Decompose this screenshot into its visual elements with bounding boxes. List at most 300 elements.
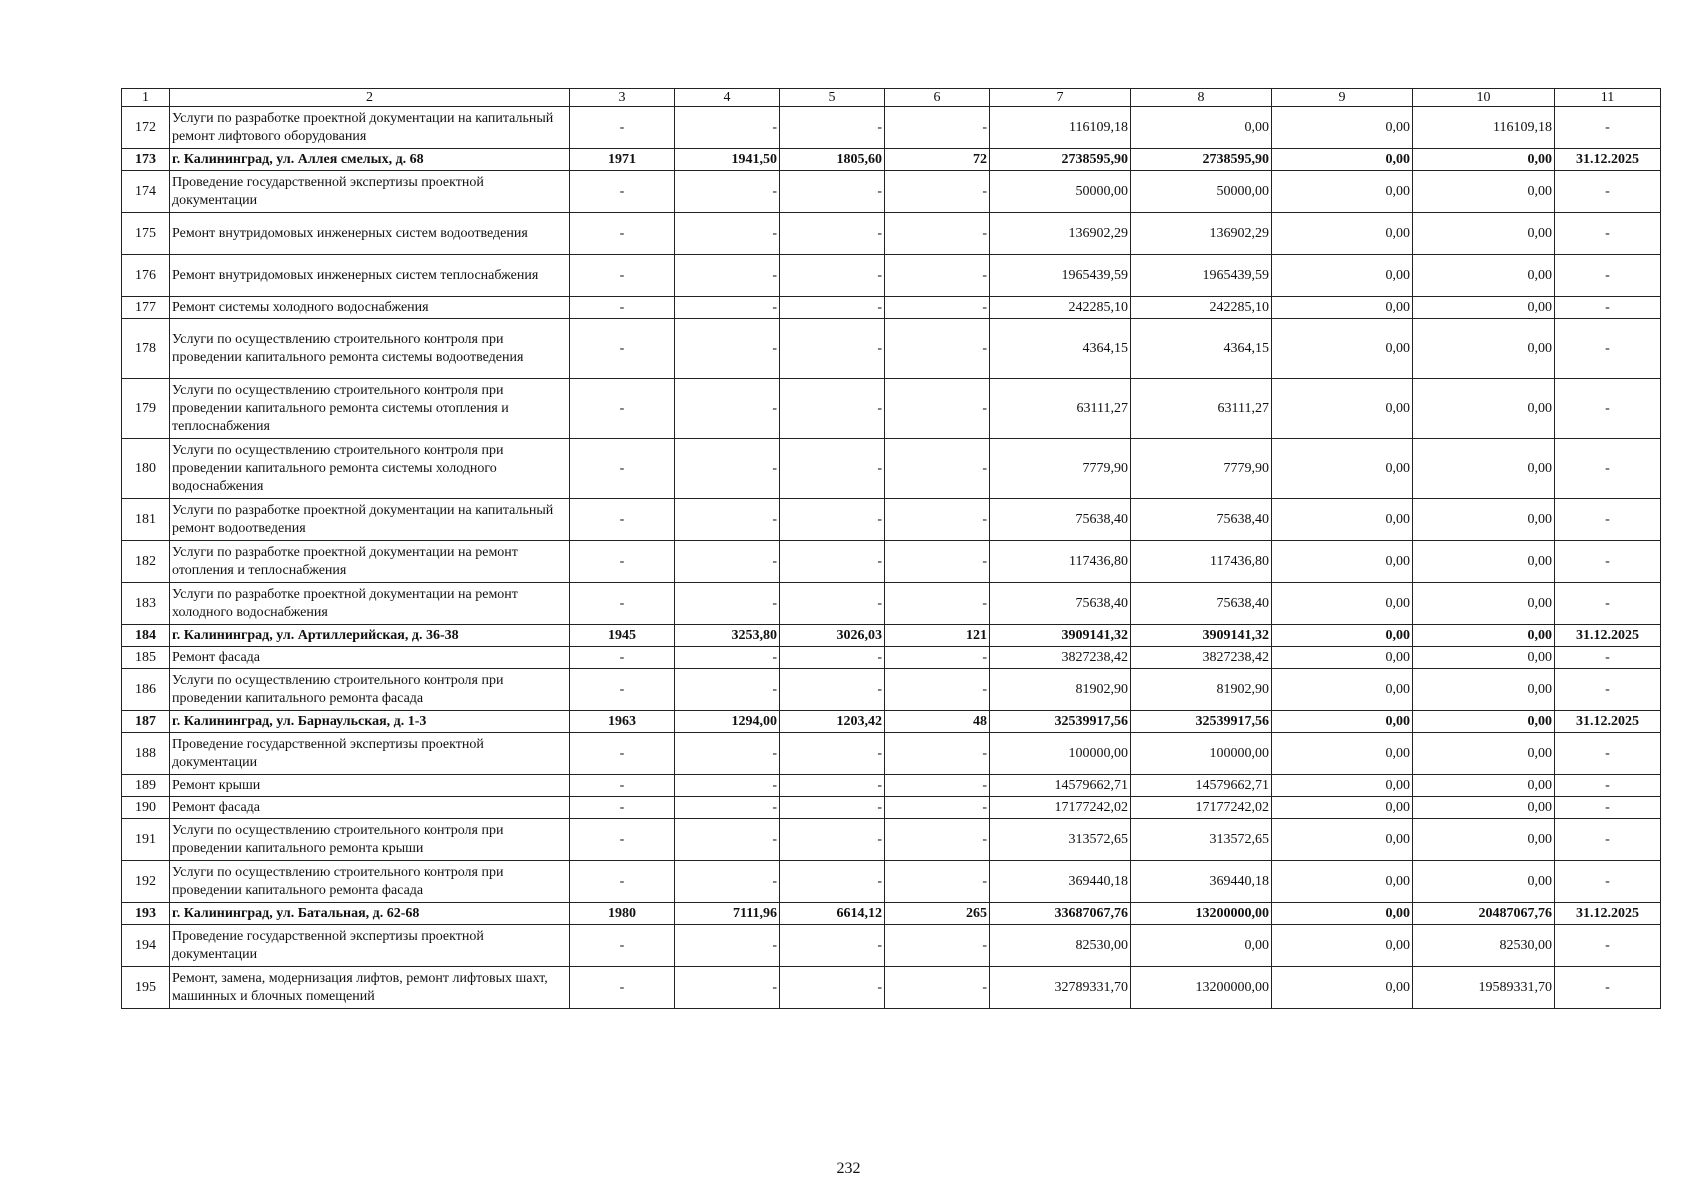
total-cost-cell: 2738595,90 (990, 149, 1131, 171)
work-item-row (122, 171, 1661, 213)
owners-cost-cell: 116109,18 (1413, 107, 1555, 149)
row-number-cell: 180 (122, 439, 170, 499)
owners-cost-cell: 0,00 (1413, 541, 1555, 583)
area-total-cell: - (675, 861, 780, 903)
work-item-row (122, 379, 1661, 439)
header-cell: 3 (570, 89, 675, 107)
row-number-cell: 194 (122, 925, 170, 967)
area-living-cell: - (780, 297, 885, 319)
total-cost-cell: 7779,90 (990, 439, 1131, 499)
subsidy-cost-cell: 0,00 (1272, 149, 1413, 171)
row-number-cell: 195 (122, 967, 170, 1009)
area-total-cell: - (675, 583, 780, 625)
total-cost-cell: 63111,27 (990, 379, 1131, 439)
subsidy-cost-cell: 0,00 (1272, 669, 1413, 711)
row-number-cell: 188 (122, 733, 170, 775)
item-name-cell: Проведение государственной экспертизы проектной документации (170, 733, 570, 775)
address-row (122, 149, 1661, 171)
row-number-cell: 172 (122, 107, 170, 149)
row-number-cell: 187 (122, 711, 170, 733)
header-cell: 9 (1272, 89, 1413, 107)
header-cell: 7 (990, 89, 1131, 107)
year-cell: - (570, 797, 675, 819)
work-item-row (122, 213, 1661, 255)
fund-cost-cell: 14579662,71 (1131, 775, 1272, 797)
program-table (121, 88, 1661, 1009)
work-item-row (122, 819, 1661, 861)
work-item-row (122, 541, 1661, 583)
deadline-cell: - (1555, 319, 1661, 379)
owners-cost-cell: 0,00 (1413, 255, 1555, 297)
total-cost-cell: 14579662,71 (990, 775, 1131, 797)
area-total-cell: - (675, 255, 780, 297)
year-cell: - (570, 439, 675, 499)
item-name-cell: Ремонт внутридомовых инженерных систем водоотведения (170, 213, 570, 255)
area-living-cell: - (780, 255, 885, 297)
subsidy-cost-cell: 0,00 (1272, 439, 1413, 499)
area-living-cell: - (780, 925, 885, 967)
area-living-cell: - (780, 775, 885, 797)
residents-cell: - (885, 541, 990, 583)
work-item-row (122, 499, 1661, 541)
area-living-cell: - (780, 379, 885, 439)
deadline-cell: - (1555, 775, 1661, 797)
item-name-cell: Проведение государственной экспертизы проектной документации (170, 925, 570, 967)
total-cost-cell: 4364,15 (990, 319, 1131, 379)
area-living-cell: - (780, 967, 885, 1009)
total-cost-cell: 100000,00 (990, 733, 1131, 775)
work-item-row (122, 775, 1661, 797)
year-cell: - (570, 819, 675, 861)
item-name-cell: г. Калининград, ул. Батальная, д. 62-68 (170, 903, 570, 925)
subsidy-cost-cell: 0,00 (1272, 711, 1413, 733)
owners-cost-cell: 0,00 (1413, 583, 1555, 625)
header-cell: 11 (1555, 89, 1661, 107)
row-number-cell: 182 (122, 541, 170, 583)
deadline-cell: - (1555, 255, 1661, 297)
header-cell: 6 (885, 89, 990, 107)
year-cell: - (570, 733, 675, 775)
fund-cost-cell: 369440,18 (1131, 861, 1272, 903)
total-cost-cell: 50000,00 (990, 171, 1131, 213)
deadline-cell: - (1555, 647, 1661, 669)
fund-cost-cell: 13200000,00 (1131, 903, 1272, 925)
total-cost-cell: 17177242,02 (990, 797, 1131, 819)
residents-cell: - (885, 669, 990, 711)
owners-cost-cell: 0,00 (1413, 819, 1555, 861)
row-number-cell: 189 (122, 775, 170, 797)
area-total-cell: - (675, 107, 780, 149)
residents-cell: - (885, 439, 990, 499)
total-cost-cell: 3827238,42 (990, 647, 1131, 669)
residents-cell: - (885, 819, 990, 861)
residents-cell: - (885, 967, 990, 1009)
row-number-cell: 174 (122, 171, 170, 213)
residents-cell: - (885, 319, 990, 379)
subsidy-cost-cell: 0,00 (1272, 733, 1413, 775)
work-item-row (122, 797, 1661, 819)
owners-cost-cell: 0,00 (1413, 647, 1555, 669)
header-cell: 1 (122, 89, 170, 107)
year-cell: 1945 (570, 625, 675, 647)
owners-cost-cell: 0,00 (1413, 625, 1555, 647)
deadline-cell: - (1555, 541, 1661, 583)
row-number-cell: 184 (122, 625, 170, 647)
year-cell: 1971 (570, 149, 675, 171)
owners-cost-cell: 0,00 (1413, 669, 1555, 711)
total-cost-cell: 313572,65 (990, 819, 1131, 861)
area-living-cell: - (780, 861, 885, 903)
area-total-cell: - (675, 379, 780, 439)
header-cell: 5 (780, 89, 885, 107)
work-item-row (122, 647, 1661, 669)
residents-cell: - (885, 379, 990, 439)
area-total-cell: - (675, 319, 780, 379)
fund-cost-cell: 7779,90 (1131, 439, 1272, 499)
area-living-cell: - (780, 797, 885, 819)
year-cell: - (570, 171, 675, 213)
area-total-cell: - (675, 541, 780, 583)
area-total-cell: - (675, 775, 780, 797)
residents-cell: - (885, 647, 990, 669)
total-cost-cell: 32789331,70 (990, 967, 1131, 1009)
header-cell: 4 (675, 89, 780, 107)
row-number-cell: 192 (122, 861, 170, 903)
area-living-cell: - (780, 647, 885, 669)
area-total-cell: - (675, 967, 780, 1009)
year-cell: - (570, 255, 675, 297)
row-number-cell: 191 (122, 819, 170, 861)
owners-cost-cell: 0,00 (1413, 379, 1555, 439)
total-cost-cell: 75638,40 (990, 583, 1131, 625)
row-number-cell: 181 (122, 499, 170, 541)
fund-cost-cell: 4364,15 (1131, 319, 1272, 379)
fund-cost-cell: 13200000,00 (1131, 967, 1272, 1009)
deadline-cell: - (1555, 797, 1661, 819)
residents-cell: - (885, 255, 990, 297)
item-name-cell: Ремонт фасада (170, 797, 570, 819)
owners-cost-cell: 0,00 (1413, 711, 1555, 733)
owners-cost-cell: 82530,00 (1413, 925, 1555, 967)
row-number-cell: 173 (122, 149, 170, 171)
area-living-cell: - (780, 107, 885, 149)
area-living-cell: - (780, 499, 885, 541)
work-item-row (122, 319, 1661, 379)
area-living-cell: - (780, 541, 885, 583)
deadline-cell: - (1555, 583, 1661, 625)
area-living-cell: - (780, 213, 885, 255)
area-living-cell: - (780, 669, 885, 711)
area-total-cell: - (675, 647, 780, 669)
year-cell: 1980 (570, 903, 675, 925)
subsidy-cost-cell: 0,00 (1272, 925, 1413, 967)
fund-cost-cell: 63111,27 (1131, 379, 1272, 439)
fund-cost-cell: 242285,10 (1131, 297, 1272, 319)
row-number-cell: 185 (122, 647, 170, 669)
residents-cell: - (885, 925, 990, 967)
item-name-cell: Ремонт системы холодного водоснабжения (170, 297, 570, 319)
fund-cost-cell: 2738595,90 (1131, 149, 1272, 171)
owners-cost-cell: 0,00 (1413, 439, 1555, 499)
year-cell: - (570, 213, 675, 255)
total-cost-cell: 82530,00 (990, 925, 1131, 967)
item-name-cell: Услуги по разработке проектной документации на капитальный ремонт водоотведения (170, 499, 570, 541)
residents-cell: - (885, 733, 990, 775)
deadline-cell: - (1555, 213, 1661, 255)
deadline-cell: - (1555, 861, 1661, 903)
total-cost-cell: 33687067,76 (990, 903, 1131, 925)
year-cell: 1963 (570, 711, 675, 733)
residents-cell: 265 (885, 903, 990, 925)
work-item-row (122, 669, 1661, 711)
fund-cost-cell: 136902,29 (1131, 213, 1272, 255)
residents-cell: - (885, 107, 990, 149)
deadline-cell: - (1555, 925, 1661, 967)
address-row (122, 903, 1661, 925)
area-living-cell: 1805,60 (780, 149, 885, 171)
work-item-row (122, 967, 1661, 1009)
fund-cost-cell: 81902,90 (1131, 669, 1272, 711)
address-row (122, 711, 1661, 733)
total-cost-cell: 1965439,59 (990, 255, 1131, 297)
owners-cost-cell: 0,00 (1413, 797, 1555, 819)
area-living-cell: 1203,42 (780, 711, 885, 733)
item-name-cell: Услуги по осуществлению строительного контроля при проведении капитального ремонта системы холодного водоснабжения (170, 439, 570, 499)
item-name-cell: Услуги по осуществлению строительного контроля при проведении капитального ремонта фасада (170, 669, 570, 711)
item-name-cell: Ремонт, замена, модернизация лифтов, ремонт лифтовых шахт, машинных и блочных помещений (170, 967, 570, 1009)
owners-cost-cell: 19589331,70 (1413, 967, 1555, 1009)
fund-cost-cell: 75638,40 (1131, 499, 1272, 541)
area-total-cell: - (675, 297, 780, 319)
deadline-cell: - (1555, 439, 1661, 499)
year-cell: - (570, 107, 675, 149)
subsidy-cost-cell: 0,00 (1272, 107, 1413, 149)
deadline-cell: - (1555, 379, 1661, 439)
subsidy-cost-cell: 0,00 (1272, 499, 1413, 541)
work-item-row (122, 733, 1661, 775)
owners-cost-cell: 0,00 (1413, 213, 1555, 255)
area-living-cell: - (780, 319, 885, 379)
deadline-cell: - (1555, 499, 1661, 541)
subsidy-cost-cell: 0,00 (1272, 797, 1413, 819)
subsidy-cost-cell: 0,00 (1272, 647, 1413, 669)
deadline-cell: - (1555, 107, 1661, 149)
area-total-cell: - (675, 499, 780, 541)
subsidy-cost-cell: 0,00 (1272, 297, 1413, 319)
deadline-cell: 31.12.2025 (1555, 903, 1661, 925)
work-item-row (122, 107, 1661, 149)
fund-cost-cell: 3827238,42 (1131, 647, 1272, 669)
work-item-row (122, 861, 1661, 903)
deadline-cell: - (1555, 967, 1661, 1009)
fund-cost-cell: 100000,00 (1131, 733, 1272, 775)
row-number-cell: 176 (122, 255, 170, 297)
residents-cell: - (885, 583, 990, 625)
item-name-cell: Ремонт крыши (170, 775, 570, 797)
year-cell: - (570, 297, 675, 319)
area-living-cell: - (780, 583, 885, 625)
residents-cell: - (885, 775, 990, 797)
deadline-cell: - (1555, 171, 1661, 213)
year-cell: - (570, 583, 675, 625)
residents-cell: - (885, 861, 990, 903)
year-cell: - (570, 669, 675, 711)
total-cost-cell: 32539917,56 (990, 711, 1131, 733)
deadline-cell: - (1555, 819, 1661, 861)
fund-cost-cell: 3909141,32 (1131, 625, 1272, 647)
page-number: 232 (836, 1160, 861, 1177)
total-cost-cell: 116109,18 (990, 107, 1131, 149)
fund-cost-cell: 117436,80 (1131, 541, 1272, 583)
header-cell: 2 (170, 89, 570, 107)
subsidy-cost-cell: 0,00 (1272, 379, 1413, 439)
area-total-cell: - (675, 439, 780, 499)
subsidy-cost-cell: 0,00 (1272, 861, 1413, 903)
area-living-cell: - (780, 819, 885, 861)
area-total-cell: 1294,00 (675, 711, 780, 733)
year-cell: - (570, 319, 675, 379)
residents-cell: 72 (885, 149, 990, 171)
fund-cost-cell: 0,00 (1131, 107, 1272, 149)
item-name-cell: Услуги по осуществлению строительного контроля при проведении капитального ремонта системы отопления и теплоснабжения (170, 379, 570, 439)
deadline-cell: - (1555, 733, 1661, 775)
item-name-cell: Проведение государственной экспертизы проектной документации (170, 171, 570, 213)
item-name-cell: Услуги по разработке проектной документации на ремонт отопления и теплоснабжения (170, 541, 570, 583)
fund-cost-cell: 32539917,56 (1131, 711, 1272, 733)
residents-cell: - (885, 171, 990, 213)
year-cell: - (570, 925, 675, 967)
area-total-cell: - (675, 213, 780, 255)
year-cell: - (570, 647, 675, 669)
row-number-cell: 190 (122, 797, 170, 819)
area-total-cell: - (675, 925, 780, 967)
area-total-cell: - (675, 669, 780, 711)
area-living-cell: - (780, 733, 885, 775)
subsidy-cost-cell: 0,00 (1272, 583, 1413, 625)
area-living-cell: 6614,12 (780, 903, 885, 925)
work-item-row (122, 583, 1661, 625)
year-cell: - (570, 379, 675, 439)
item-name-cell: г. Калининград, ул. Артиллерийская, д. 36-38 (170, 625, 570, 647)
header-cell: 10 (1413, 89, 1555, 107)
area-total-cell: - (675, 797, 780, 819)
work-item-row (122, 255, 1661, 297)
work-item-row (122, 297, 1661, 319)
fund-cost-cell: 0,00 (1131, 925, 1272, 967)
owners-cost-cell: 0,00 (1413, 171, 1555, 213)
subsidy-cost-cell: 0,00 (1272, 255, 1413, 297)
subsidy-cost-cell: 0,00 (1272, 819, 1413, 861)
row-number-cell: 178 (122, 319, 170, 379)
header-cell: 8 (1131, 89, 1272, 107)
item-name-cell: г. Калининград, ул. Барнаульская, д. 1-3 (170, 711, 570, 733)
total-cost-cell: 75638,40 (990, 499, 1131, 541)
fund-cost-cell: 75638,40 (1131, 583, 1272, 625)
owners-cost-cell: 0,00 (1413, 775, 1555, 797)
area-living-cell: - (780, 439, 885, 499)
area-total-cell: 3253,80 (675, 625, 780, 647)
column-number-header-row (122, 89, 1661, 107)
subsidy-cost-cell: 0,00 (1272, 967, 1413, 1009)
fund-cost-cell: 1965439,59 (1131, 255, 1272, 297)
year-cell: - (570, 775, 675, 797)
area-total-cell: - (675, 733, 780, 775)
item-name-cell: г. Калининград, ул. Аллея смелых, д. 68 (170, 149, 570, 171)
subsidy-cost-cell: 0,00 (1272, 213, 1413, 255)
total-cost-cell: 369440,18 (990, 861, 1131, 903)
year-cell: - (570, 541, 675, 583)
subsidy-cost-cell: 0,00 (1272, 903, 1413, 925)
area-living-cell: - (780, 171, 885, 213)
subsidy-cost-cell: 0,00 (1272, 541, 1413, 583)
owners-cost-cell: 0,00 (1413, 297, 1555, 319)
work-item-row (122, 439, 1661, 499)
year-cell: - (570, 499, 675, 541)
deadline-cell: 31.12.2025 (1555, 149, 1661, 171)
item-name-cell: Услуги по осуществлению строительного контроля при проведении капитального ремонта крыши (170, 819, 570, 861)
fund-cost-cell: 313572,65 (1131, 819, 1272, 861)
fund-cost-cell: 17177242,02 (1131, 797, 1272, 819)
year-cell: - (570, 967, 675, 1009)
residents-cell: - (885, 213, 990, 255)
residents-cell: - (885, 797, 990, 819)
residents-cell: - (885, 499, 990, 541)
total-cost-cell: 136902,29 (990, 213, 1131, 255)
area-total-cell: - (675, 171, 780, 213)
row-number-cell: 183 (122, 583, 170, 625)
deadline-cell: - (1555, 669, 1661, 711)
owners-cost-cell: 0,00 (1413, 149, 1555, 171)
item-name-cell: Услуги по разработке проектной документации на капитальный ремонт лифтового оборудования (170, 107, 570, 149)
deadline-cell: 31.12.2025 (1555, 711, 1661, 733)
subsidy-cost-cell: 0,00 (1272, 625, 1413, 647)
owners-cost-cell: 0,00 (1413, 499, 1555, 541)
total-cost-cell: 242285,10 (990, 297, 1131, 319)
item-name-cell: Ремонт фасада (170, 647, 570, 669)
item-name-cell: Ремонт внутридомовых инженерных систем теплоснабжения (170, 255, 570, 297)
residents-cell: 48 (885, 711, 990, 733)
year-cell: - (570, 861, 675, 903)
subsidy-cost-cell: 0,00 (1272, 171, 1413, 213)
address-row (122, 625, 1661, 647)
area-total-cell: 7111,96 (675, 903, 780, 925)
residents-cell: 121 (885, 625, 990, 647)
row-number-cell: 175 (122, 213, 170, 255)
item-name-cell: Услуги по осуществлению строительного контроля при проведении капитального ремонта фасада (170, 861, 570, 903)
owners-cost-cell: 20487067,76 (1413, 903, 1555, 925)
total-cost-cell: 117436,80 (990, 541, 1131, 583)
subsidy-cost-cell: 0,00 (1272, 319, 1413, 379)
subsidy-cost-cell: 0,00 (1272, 775, 1413, 797)
row-number-cell: 193 (122, 903, 170, 925)
item-name-cell: Услуги по разработке проектной документации на ремонт холодного водоснабжения (170, 583, 570, 625)
row-number-cell: 179 (122, 379, 170, 439)
row-number-cell: 186 (122, 669, 170, 711)
area-total-cell: - (675, 819, 780, 861)
area-living-cell: 3026,03 (780, 625, 885, 647)
area-total-cell: 1941,50 (675, 149, 780, 171)
item-name-cell: Услуги по осуществлению строительного контроля при проведении капитального ремонта системы водоотведения (170, 319, 570, 379)
total-cost-cell: 81902,90 (990, 669, 1131, 711)
deadline-cell: - (1555, 297, 1661, 319)
residents-cell: - (885, 297, 990, 319)
total-cost-cell: 3909141,32 (990, 625, 1131, 647)
work-item-row (122, 925, 1661, 967)
owners-cost-cell: 0,00 (1413, 319, 1555, 379)
row-number-cell: 177 (122, 297, 170, 319)
owners-cost-cell: 0,00 (1413, 733, 1555, 775)
fund-cost-cell: 50000,00 (1131, 171, 1272, 213)
